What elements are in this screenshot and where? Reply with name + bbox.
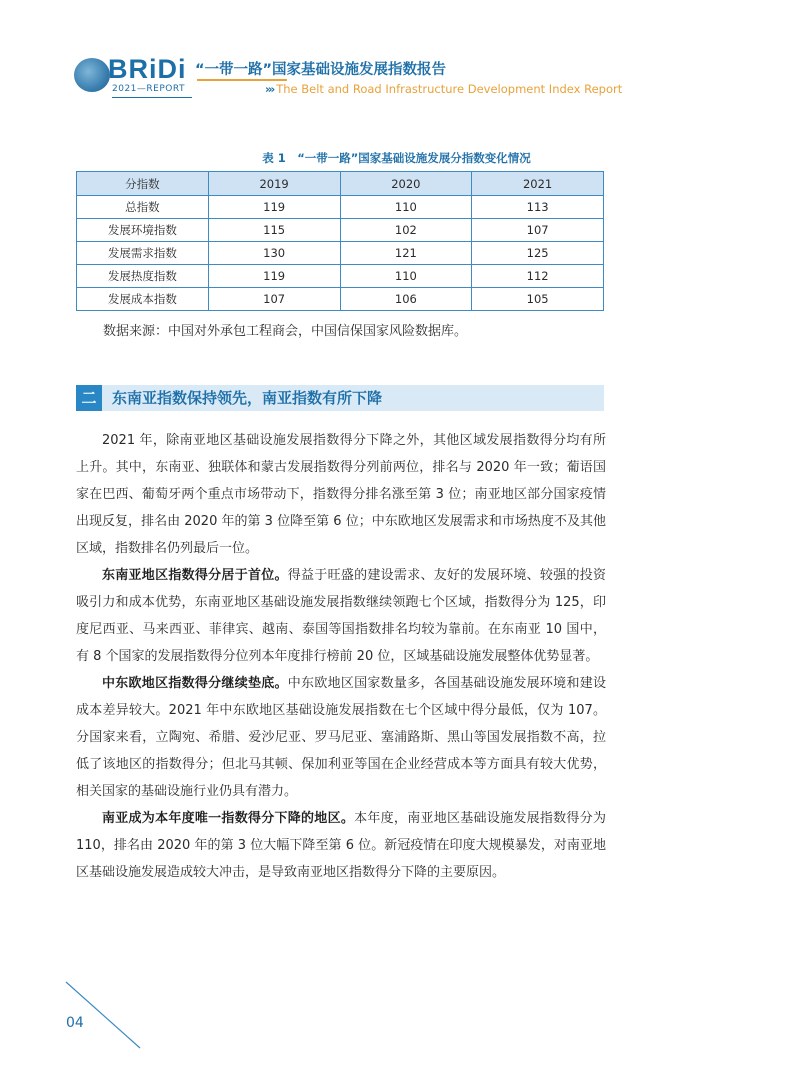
bridi-logo (72, 52, 192, 98)
table-cell: 102 (340, 219, 472, 242)
paragraph-text: 本年度，南亚地区基础设施发展指数得分为 110，排名由 2020 年的第 3 位大幅下降至第 6 位。新冠疫情在印度大规模暴发，对南亚地区基础设施发展造成较大冲击，是导致南亚地区指数得分下降的主要原因。 (76, 811, 606, 880)
paragraph (76, 427, 606, 562)
report-title: “一带一路”国家基础设施发展指数报告 (195, 62, 447, 78)
table-row (77, 242, 604, 265)
table-row (77, 219, 604, 242)
paragraph-lead: 东南亚地区指数得分居于首位。 (102, 568, 288, 583)
table-cell: 107 (208, 288, 340, 311)
table-row (77, 196, 604, 219)
paragraph-text: 2021 年，除南亚地区基础设施发展指数得分下降之外，其他区域发展指数得分均有所上升。其中，东南亚、独联体和蒙古发展指数得分列前两位，排名与 2020 年一致；葡语国家在巴西、葡萄牙两个重点市场带动下，指数得分排名涨至第 3 位；南亚地区部分国家疫情出现反复，排名由 2020 年的第 3 位降至第 6 位；中东欧地区发展需求和市场热度不及其他区域，指数排名仍列最后一位。 (76, 433, 606, 556)
section-number: 二 (76, 385, 102, 411)
table-row (77, 265, 604, 288)
table-cell: 106 (340, 288, 472, 311)
paragraph-lead: 中东欧地区指数得分继续垫底。 (102, 676, 288, 691)
column-header: 2020 (340, 172, 472, 196)
table-cell: 105 (472, 288, 604, 311)
table-cell: 121 (340, 242, 472, 265)
table-row (77, 288, 604, 311)
table-cell: 总指数 (77, 196, 209, 219)
table-cell: 119 (208, 196, 340, 219)
paragraph (76, 670, 606, 805)
globe-icon (74, 58, 110, 92)
table-cell: 119 (208, 265, 340, 288)
table-cell: 115 (208, 219, 340, 242)
data-source-note: 数据来源：中国对外承包工程商会，中国信保国家风险数据库。 (103, 324, 468, 339)
logo-underline (112, 97, 192, 98)
table-cell: 发展需求指数 (77, 242, 209, 265)
header-rule (197, 79, 287, 81)
table-cell: 112 (472, 265, 604, 288)
table-caption: 表 1 “一带一路”国家基础设施发展分指数变化情况 (262, 151, 531, 165)
paragraph (76, 805, 606, 886)
table-header-row (77, 172, 604, 196)
column-header: 2019 (208, 172, 340, 196)
table-cell: 发展环境指数 (77, 219, 209, 242)
paragraph-lead: 南亚成为本年度唯一指数得分下降的地区。 (102, 811, 355, 826)
table-cell: 发展热度指数 (77, 265, 209, 288)
paragraph-text: 得益于旺盛的建设需求、友好的发展环境、较强的投资吸引力和成本优势，东南亚地区基础设施发展指数继续领跑七个区域，指数得分为 125，印度尼西亚、马来西亚、菲律宾、越南、泰国等国指数排名均较为靠前。在东南亚 10 国中，有 8 个国家的发展指数得分位列本年度排行榜前 20 位，区域基础设施发展整体优势显著。 (76, 568, 606, 664)
section-heading (76, 385, 604, 411)
table-cell: 130 (208, 242, 340, 265)
table-cell: 110 (340, 196, 472, 219)
table-cell: 125 (472, 242, 604, 265)
paragraph-text: 中东欧地区国家数量多，各国基础设施发展环境和建设成本差异较大。2021 年中东欧地区基础设施发展指数在七个区域中得分最低，仅为 107。分国家来看，立陶宛、希腊、爱沙尼亚、罗马尼亚、塞浦路斯、黑山等国发展指数不高，拉低了该地区的指数得分；但北马其顿、保加利亚等国在企业经营成本等方面具有较大优势，相关国家的基础设施行业仍具有潜力。 (76, 676, 606, 799)
page-header (72, 52, 632, 102)
page-number: 04 (66, 1015, 84, 1031)
logo-subtext: 2021—REPORT (112, 84, 185, 94)
paragraph (76, 562, 606, 670)
section-title: 东南亚指数保持领先，南亚指数有所下降 (112, 389, 383, 407)
logo-text: BRiDi (108, 54, 187, 84)
chevrons-icon: ››› (265, 82, 274, 96)
index-table (76, 171, 604, 311)
table-cell: 113 (472, 196, 604, 219)
table-cell: 107 (472, 219, 604, 242)
table-cell: 110 (340, 265, 472, 288)
table-cell: 发展成本指数 (77, 288, 209, 311)
body-text (76, 427, 606, 886)
column-header: 2021 (472, 172, 604, 196)
report-subtitle (265, 82, 622, 96)
column-header: 分指数 (77, 172, 209, 196)
report-subtitle-text: The Belt and Road Infrastructure Development Index Report (276, 82, 623, 96)
